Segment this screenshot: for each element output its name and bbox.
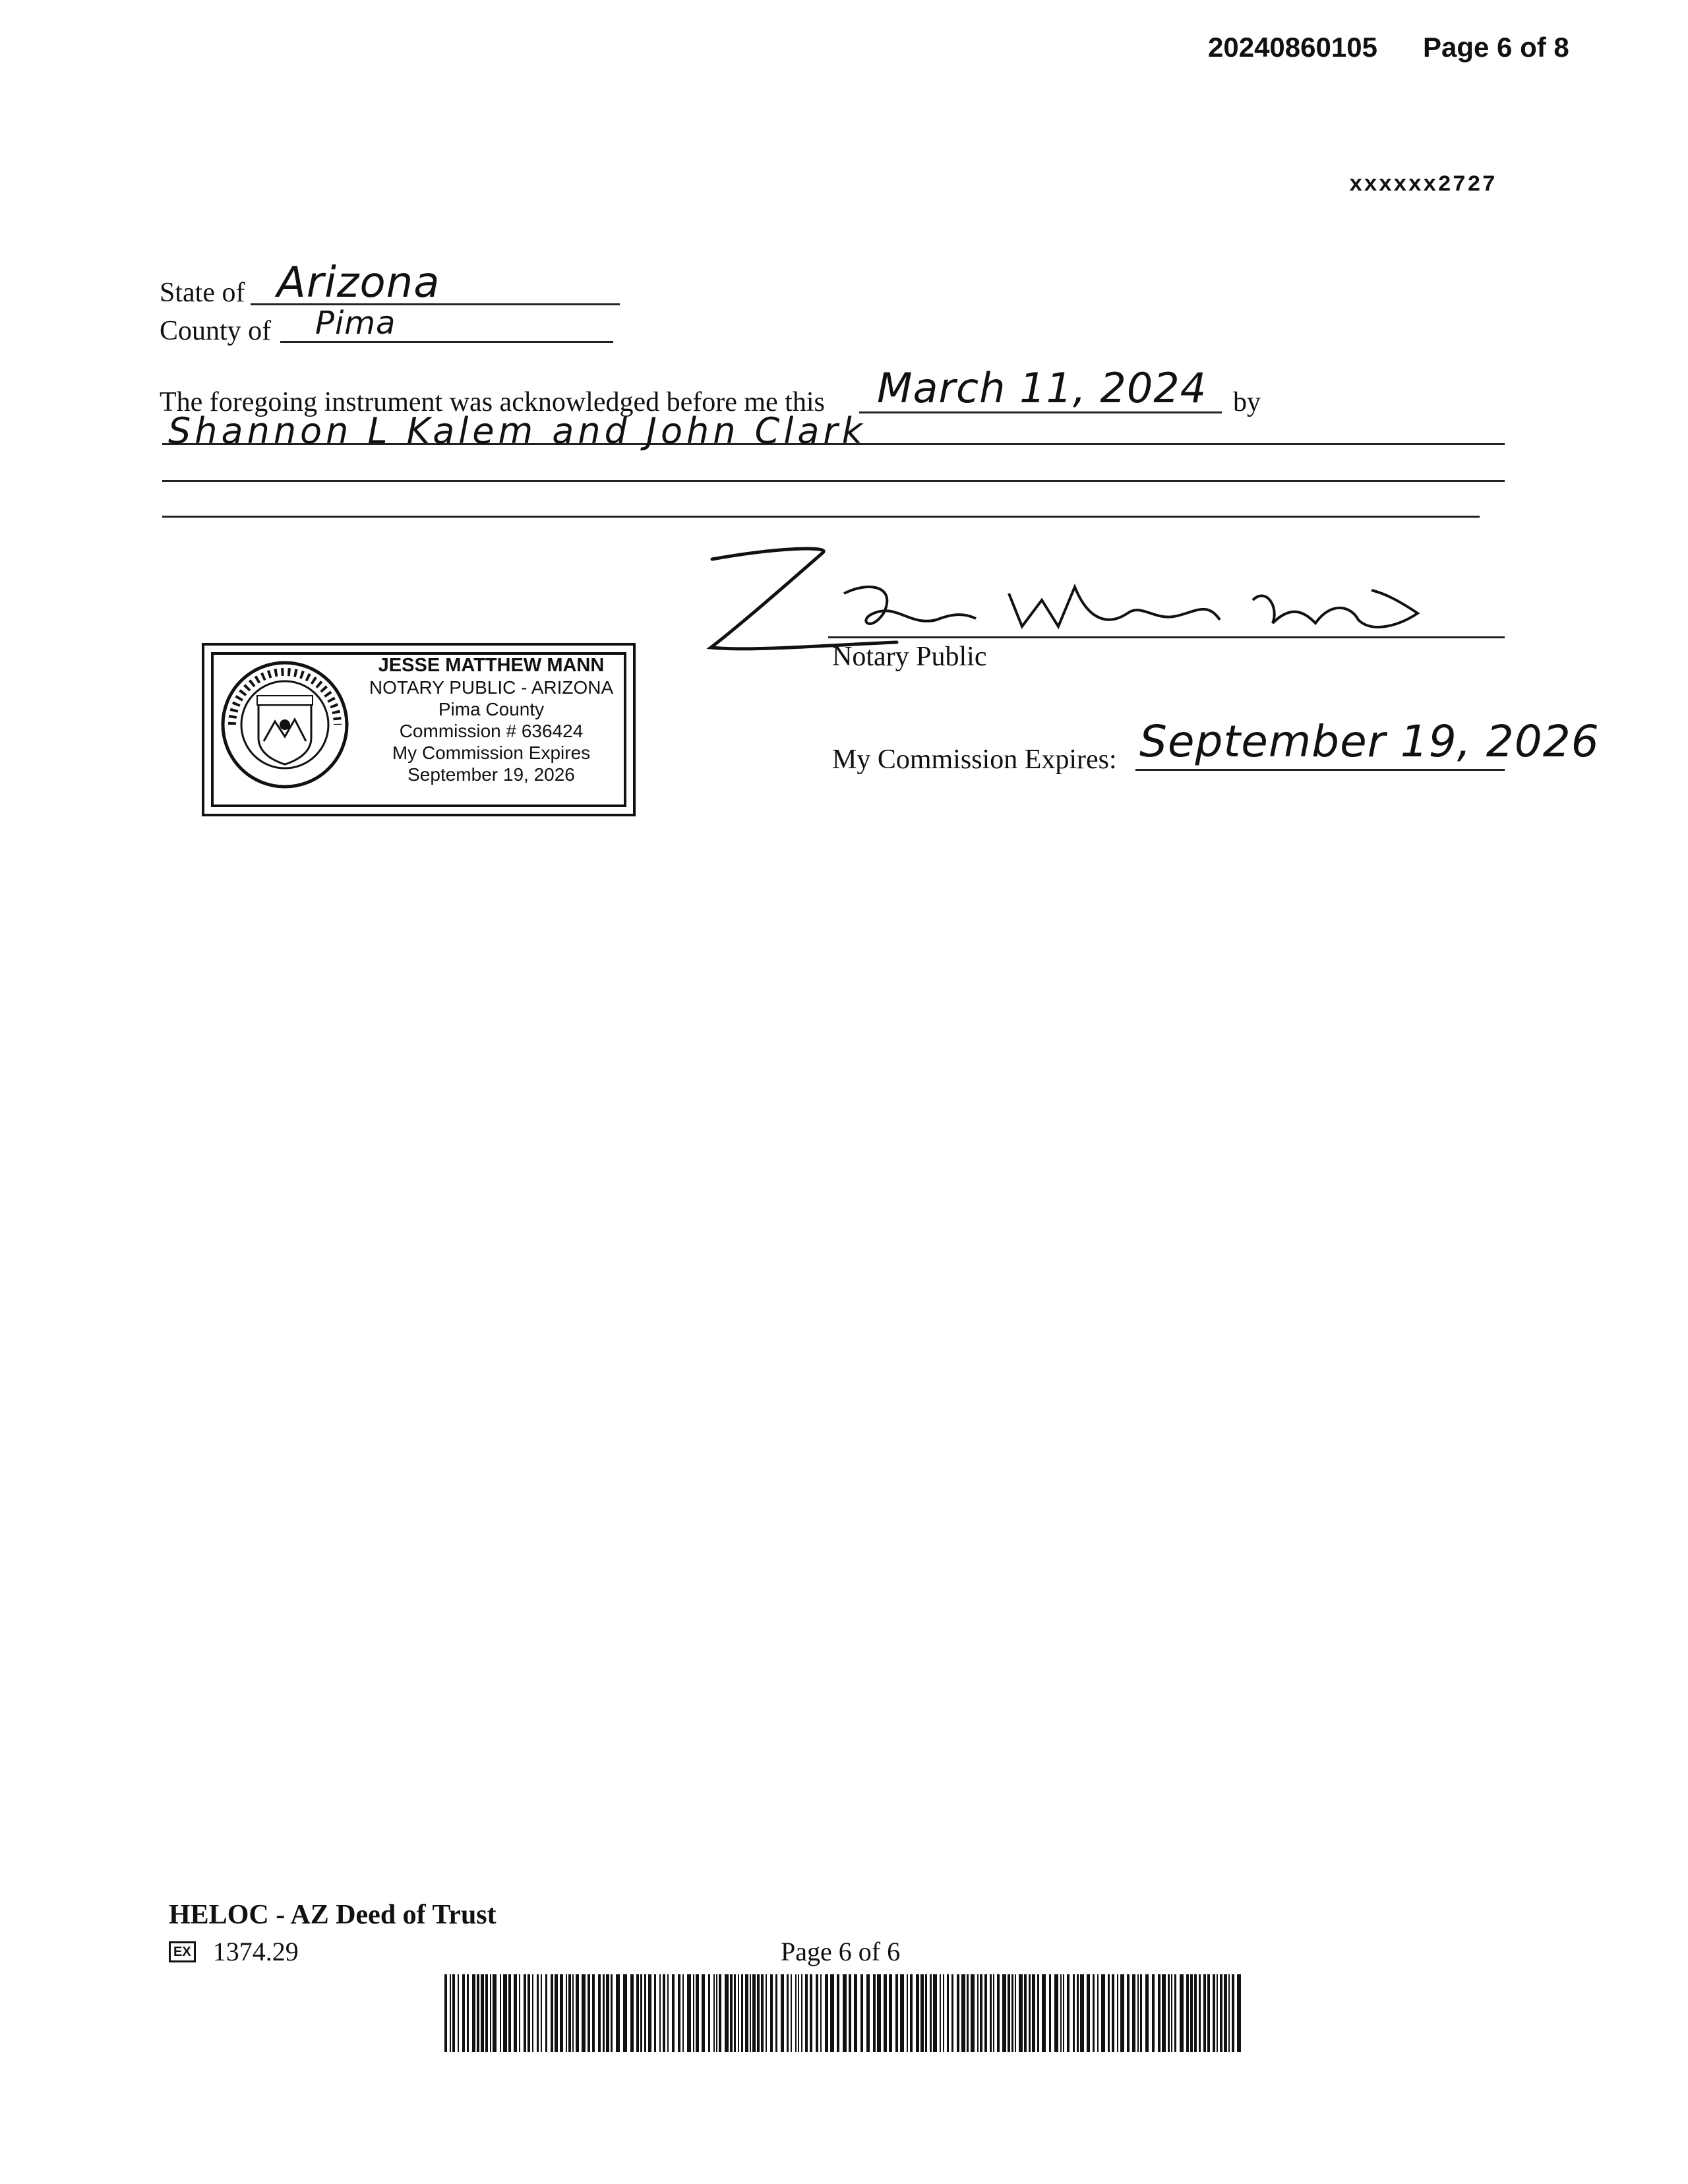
- county-handwritten: Pima: [315, 305, 396, 342]
- commission-expires-line: [1135, 769, 1505, 771]
- commission-expires-handwritten: September 19, 2026: [1139, 716, 1600, 767]
- notary-stamp: [202, 643, 636, 816]
- stamp-notary-name: JESSE MATTHEW MANN: [378, 655, 605, 676]
- stamp-expires-date: September 19, 2026: [407, 764, 575, 785]
- state-handwritten: Arizona: [277, 258, 440, 307]
- notary-signature-graphic: [699, 541, 1437, 666]
- signers-line-3: [162, 516, 1480, 518]
- form-title: HELOC - AZ Deed of Trust: [169, 1900, 497, 1930]
- recording-page-number: Page 6 of 8: [1423, 32, 1569, 63]
- stamp-expires-label: My Commission Expires: [392, 743, 591, 763]
- notary-public-label: Notary Public: [832, 642, 987, 672]
- signers-line-2: [162, 480, 1505, 482]
- by-label: by: [1233, 387, 1261, 417]
- commission-expires-label: My Commission Expires:: [832, 744, 1117, 775]
- stamp-county: Pima County: [438, 699, 545, 719]
- stamp-notary-title: NOTARY PUBLIC - ARIZONA: [369, 677, 614, 698]
- notary-signature-line: [828, 636, 1505, 638]
- arizona-state-seal-icon: [219, 659, 351, 791]
- acknowledgment-text: The foregoing instrument was acknowledged before me this: [160, 387, 825, 417]
- loan-number: xxxxxx2727: [1348, 173, 1497, 198]
- stamp-text-block: [357, 655, 625, 785]
- form-badge-icon: EX: [169, 1941, 196, 1962]
- form-code-row: [169, 1936, 299, 1967]
- state-label: State of: [160, 278, 245, 308]
- form-code: 1374.29: [212, 1937, 299, 1966]
- barcode-graphic: [444, 1974, 1245, 2052]
- footer-page-number: Page 6 of 6: [781, 1937, 901, 1966]
- stamp-commission-number: Commission # 636424: [399, 721, 584, 741]
- document-number: 20240860105: [1208, 32, 1377, 63]
- county-label: County of: [160, 316, 272, 346]
- signers-handwritten: Shannon L Kalem and John Clark: [168, 410, 866, 452]
- date-handwritten: March 11, 2024: [877, 364, 1207, 412]
